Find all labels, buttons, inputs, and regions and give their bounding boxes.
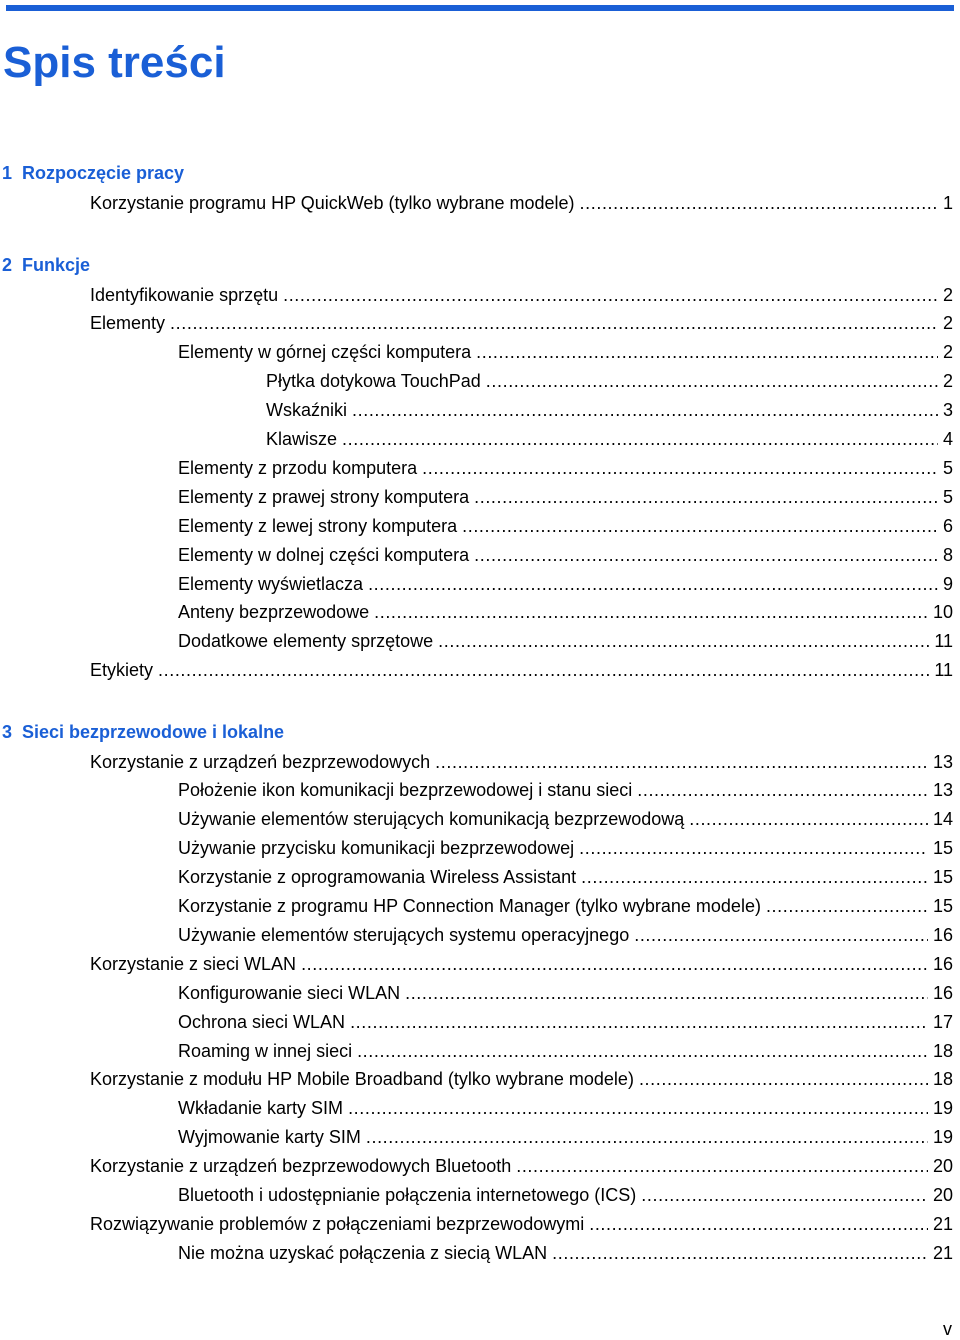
dot-leader [350,1011,928,1033]
toc-entry[interactable] [178,573,953,595]
toc-entry-title: Wkładanie karty SIM [178,1098,344,1119]
toc-entry-title: Używanie elementów sterujących systemu operacyjnego [178,924,630,945]
toc-entry[interactable] [90,312,953,334]
toc-entry-page: 20 [932,1156,953,1177]
toc-entry-page: 15 [932,896,953,916]
chapter-number: 1 [2,163,13,183]
toc-entry-page: 2 [942,342,953,363]
toc-entry[interactable] [178,1126,953,1148]
toc-entry-title: Elementy [90,313,166,334]
dot-leader [579,837,928,859]
dot-leader [462,515,938,537]
toc-entry[interactable] [178,544,953,566]
dot-leader [639,1068,928,1090]
toc-entry[interactable] [178,982,953,1004]
toc-entry-title: Rozwiązywanie problemów z połączeniami bezprzewodowymi [90,1213,585,1234]
toc-entry-page: 15 [932,838,953,859]
toc-entry-title: Korzystanie z urządzeń bezprzewodowych [90,751,431,772]
toc-entry[interactable] [178,341,953,363]
toc-entry[interactable] [178,457,953,479]
toc-entry-page: 11 [934,631,953,652]
toc-entry[interactable] [178,1040,953,1062]
toc-entry[interactable] [178,630,953,652]
toc-entry[interactable] [178,779,953,801]
toc-entry[interactable] [90,1155,953,1177]
toc-entry-title: Elementy wyświetlacza [178,573,364,594]
toc-entry-page: 18 [932,1040,953,1061]
chapter-title: Funkcje [22,255,91,275]
toc-entry[interactable] [178,808,953,830]
toc-entry-page: 8 [942,544,953,565]
dot-leader [422,457,938,479]
toc-entry-title: Bluetooth i udostępnianie połączenia internetowego (ICS) [178,1185,637,1205]
toc-entry[interactable] [178,866,953,888]
dot-leader [342,428,938,450]
toc-entry-page: 6 [942,515,953,536]
toc-entry-title: Roaming w innej sieci [178,1040,353,1061]
chapter-title: Rozpoczęcie pracy [22,163,185,183]
dot-leader [641,1184,928,1206]
toc-entry[interactable] [90,953,953,975]
dot-leader [366,1126,928,1148]
toc-entry-page: 13 [932,780,953,801]
toc-entry-page: 19 [932,1127,953,1148]
toc-entry-page: 17 [932,1011,953,1032]
toc-entry-title: Wyjmowanie karty SIM [178,1127,361,1148]
dot-leader [589,1213,928,1235]
toc-entry-title: Elementy w górnej części komputera [178,342,472,363]
toc-entry-title: Elementy w dolnej części komputera [178,544,470,565]
toc-entry-title: Anteny bezprzewodowe [178,602,370,623]
toc-entry[interactable] [90,751,953,773]
toc-entry-title: Dodatkowe elementy sprzętowe [178,631,434,652]
toc-entry-page: 19 [932,1098,953,1119]
toc-entry-page: 1 [942,192,953,213]
toc-entry[interactable] [178,515,953,537]
toc-entry-title: Korzystanie z sieci WLAN [90,953,297,974]
toc-entry-title: Korzystanie z oprogramowania Wireless Assistant [178,867,577,888]
toc-entry-title: Etykiety [90,660,154,681]
dot-leader [552,1242,928,1264]
dot-leader [438,630,929,652]
toc-entry-title: Korzystanie programu HP QuickWeb (tylko wybrane modele) [90,192,575,213]
toc-entry[interactable] [90,284,953,306]
toc-entry-title: Wskaźniki [266,400,348,421]
toc-entry[interactable] [90,192,953,214]
chapter-number: 2 [2,255,13,275]
dot-leader [348,1097,928,1119]
toc-entry-page: 5 [942,457,953,478]
dot-leader [474,544,938,566]
dot-leader [435,751,928,773]
dot-leader [301,953,928,975]
dot-leader [170,312,938,334]
dot-leader [357,1040,928,1062]
toc-entry-page: 13 [932,751,953,772]
toc-entry[interactable] [178,924,953,946]
toc-entry[interactable] [90,1213,953,1235]
toc-entry[interactable] [266,370,953,392]
toc-entry-page: 9 [942,573,953,594]
toc-entry-title: Używanie przycisku komunikacji bezprzewodowej [178,838,575,859]
toc-entry-page: 21 [932,1242,953,1263]
dot-leader [474,486,938,508]
toc-entry[interactable] [178,837,953,859]
dot-leader [637,779,928,801]
toc-entry[interactable] [178,1184,953,1206]
toc-entry[interactable] [178,1097,953,1119]
chapter-heading[interactable] [2,254,90,276]
dot-leader [516,1155,928,1177]
toc-entry-title: Położenie ikon komunikacji bezprzewodowej i stanu sieci [178,780,633,801]
toc-entry[interactable] [266,428,953,450]
dot-leader [374,601,928,623]
toc-entry-page: 16 [932,953,953,974]
dot-leader [486,370,938,392]
dot-leader [581,866,928,888]
dot-leader [476,341,938,363]
toc-entry[interactable] [266,399,953,421]
toc-entry-page: 16 [932,924,953,945]
toc-entry[interactable] [178,1011,953,1033]
dot-leader [158,659,929,681]
toc-entry-title: Elementy z lewej strony komputera [178,515,458,536]
toc-entry[interactable] [90,659,953,681]
toc-entry-title: Płytka dotykowa TouchPad [266,371,481,392]
toc-entry-page: 21 [932,1213,953,1234]
dot-leader [580,192,938,214]
toc-entry-title: Używanie elementów sterujących komunikacją bezprzewodową [178,809,685,830]
toc-entry-page: 14 [932,809,953,830]
dot-leader [634,924,928,946]
toc-entry-page: 16 [932,982,953,1003]
toc-entry-title: Elementy z prawej strony komputera [178,486,470,507]
toc-entry-page: 18 [932,1069,953,1090]
dot-leader [352,399,938,421]
chapter-number: 3 [2,722,13,742]
toc-entry-title: Korzystanie z modułu HP Mobile Broadband (tylko wybrane modele) [90,1069,634,1090]
chapter-heading[interactable] [2,162,184,184]
toc-entry[interactable] [90,1068,953,1090]
toc-entry[interactable] [178,601,953,623]
toc-entry-title: Korzystanie z programu HP Connection Manager (tylko wybrane modele) [178,896,761,916]
page-number: v [943,1319,952,1339]
toc-entry-page: 11 [934,660,953,681]
dot-leader [283,284,938,306]
chapter-heading[interactable] [2,721,284,743]
toc-entry-page: 3 [942,400,953,421]
toc-entry-page: 5 [942,486,953,507]
page-title: Spis treści [3,38,226,87]
dot-leader [689,808,928,830]
toc-entry-title: Konfigurowanie sieci WLAN [178,982,401,1003]
toc-entry[interactable] [178,1242,953,1264]
toc-entry-title: Klawisze [266,429,338,449]
toc-entry-title: Identyfikowanie sprzętu [90,284,279,305]
toc-entry-title: Ochrona sieci WLAN [178,1011,346,1032]
chapter-title: Sieci bezprzewodowe i lokalne [22,722,285,742]
dot-leader [766,895,928,917]
toc-entry-page: 4 [942,429,953,449]
toc-entry[interactable] [178,895,953,917]
toc-entry-page: 20 [932,1185,953,1205]
toc-entry-page: 15 [932,867,953,888]
toc-entry-title: Korzystanie z urządzeń bezprzewodowych Bluetooth [90,1156,512,1177]
toc-entry[interactable] [178,486,953,508]
dot-leader [405,982,928,1004]
dot-leader [368,573,938,595]
toc-entry-page: 2 [942,313,953,334]
toc-entry-page: 2 [942,284,953,305]
toc-entry-page: 2 [942,371,953,392]
toc-entry-title: Nie można uzyskać połączenia z siecią WLAN [178,1242,548,1263]
toc-entry-page: 10 [932,602,953,623]
toc-entry-title: Elementy z przodu komputera [178,457,418,478]
